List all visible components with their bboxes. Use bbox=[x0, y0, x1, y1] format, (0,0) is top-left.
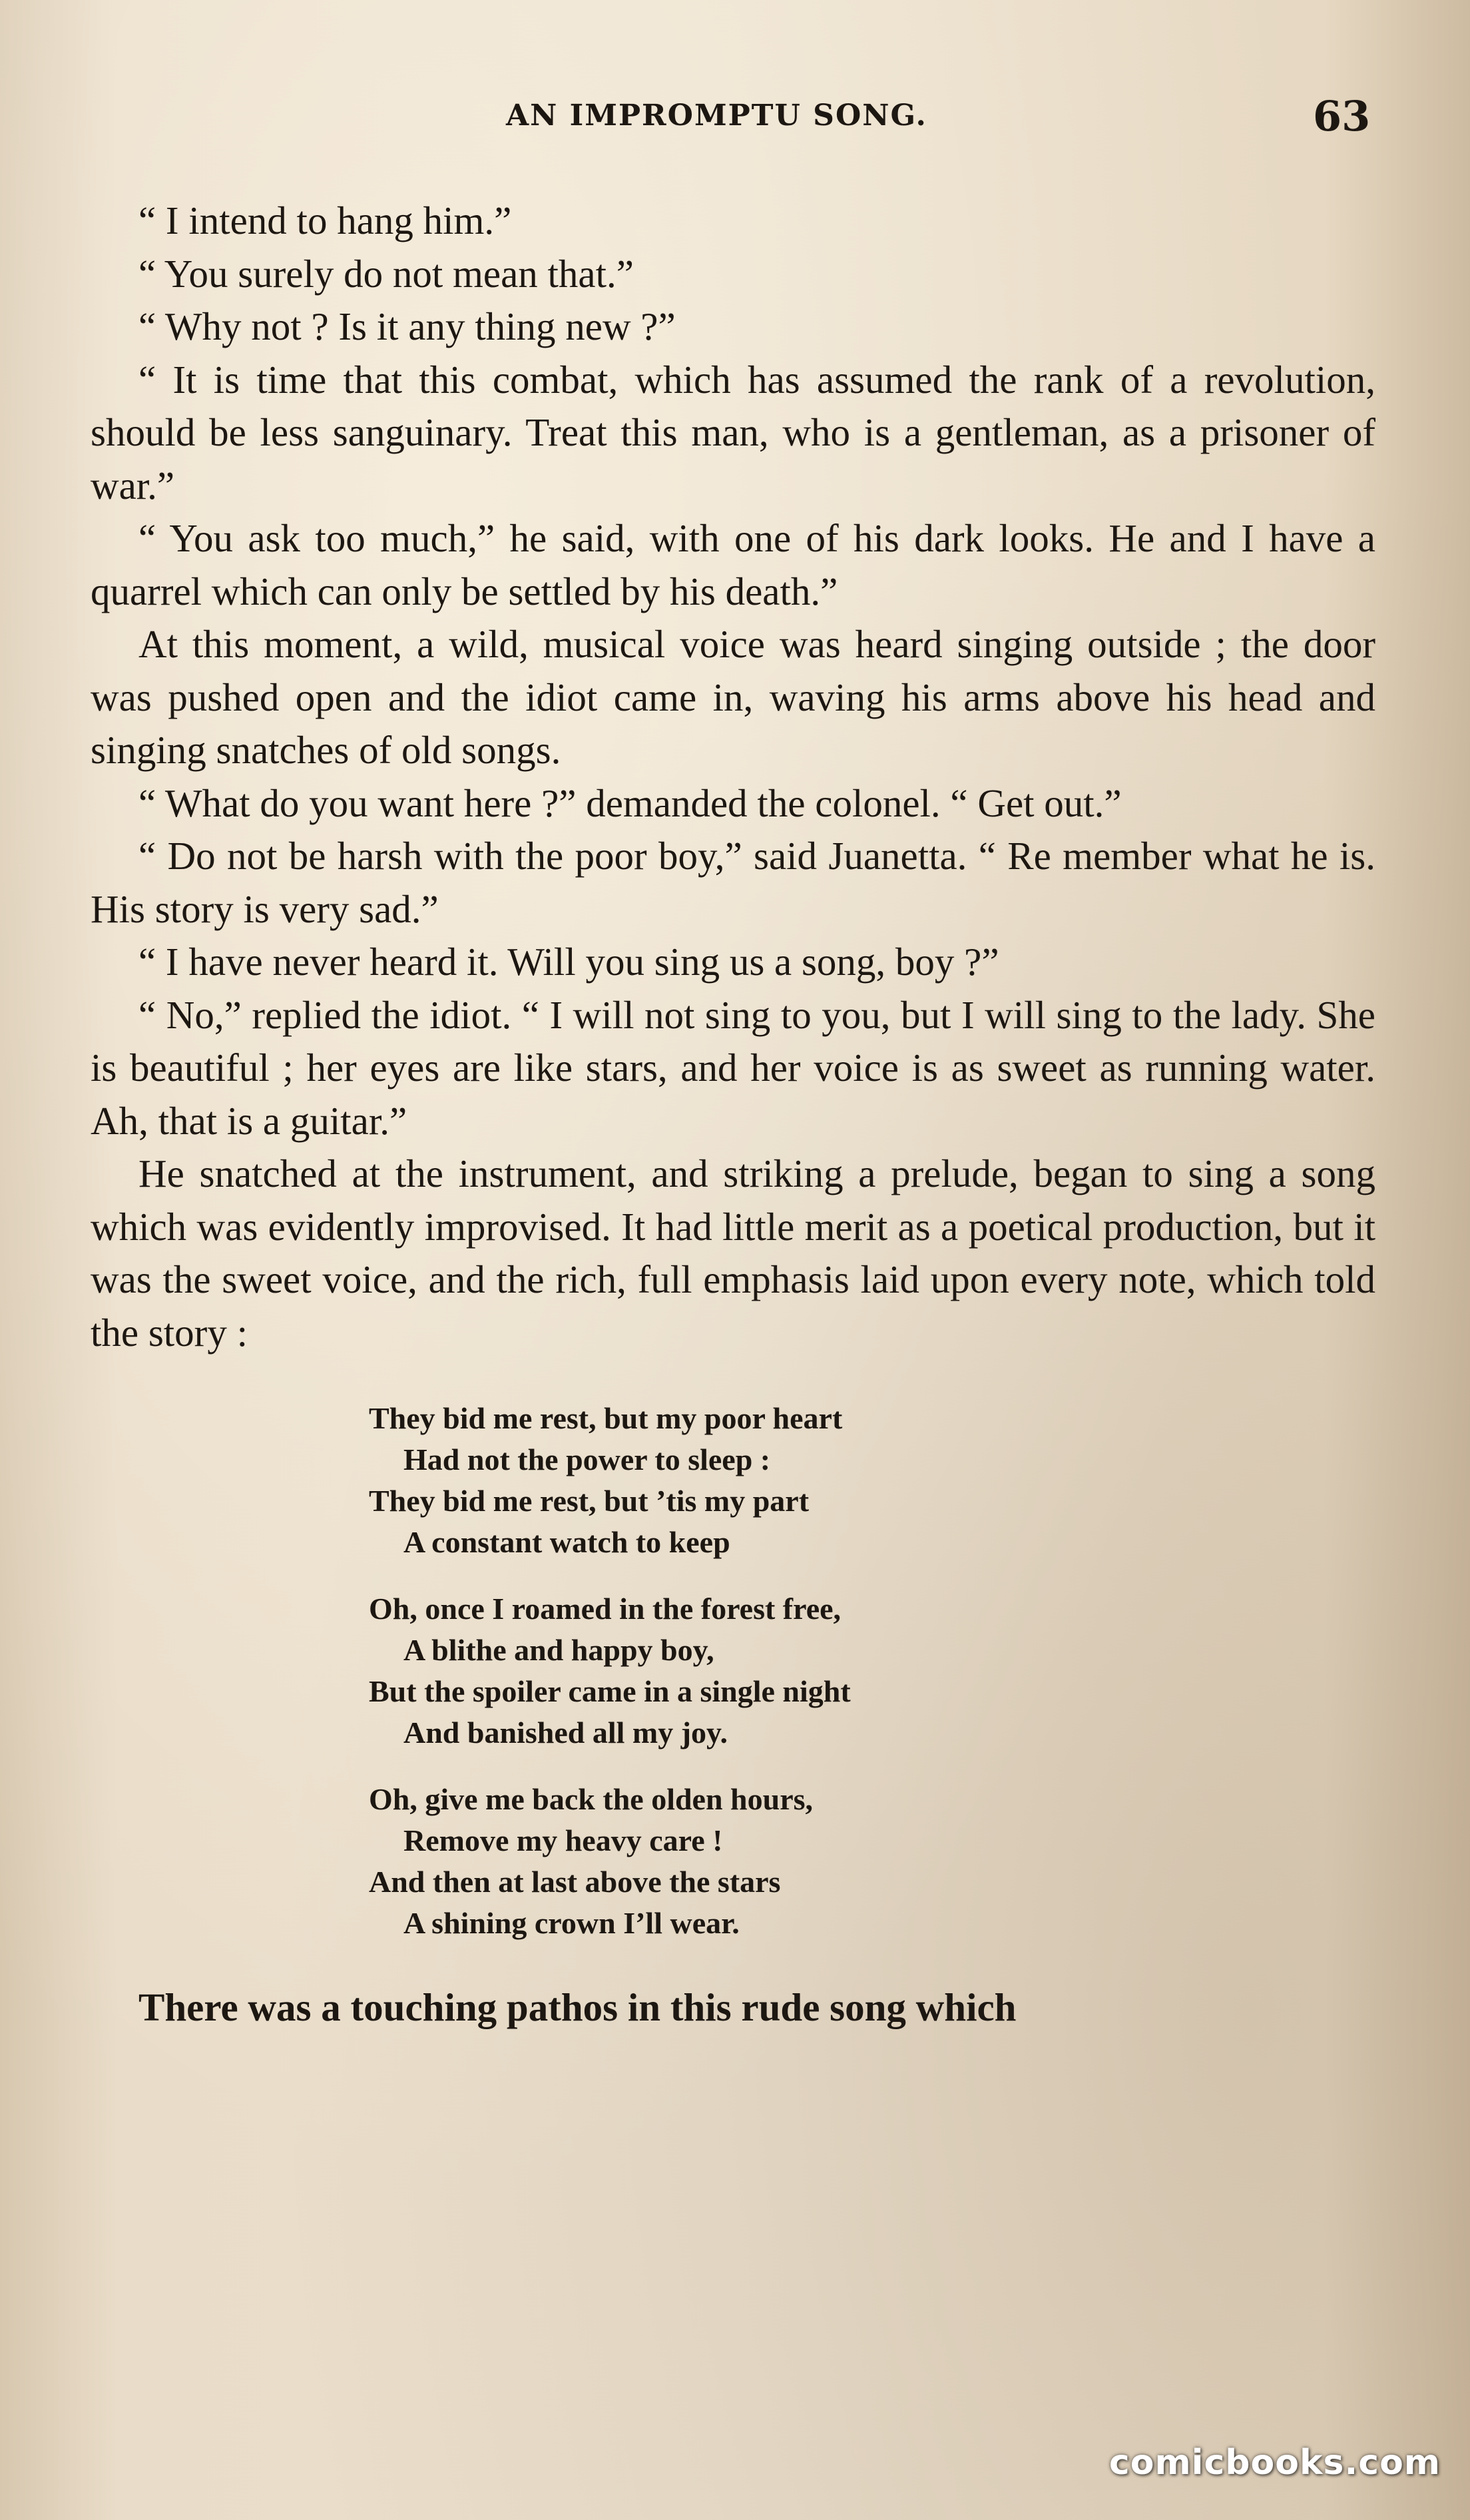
stanza bbox=[369, 1779, 1375, 1944]
verse-line: They bid me rest, but my poor heart bbox=[369, 1401, 843, 1435]
site-watermark: comicbooks.com bbox=[1108, 2443, 1441, 2483]
closing-paragraph: There was a touching pathos in this rude song which bbox=[138, 1985, 1017, 2029]
verse-line: But the spoiler came in a single night bbox=[369, 1674, 851, 1708]
paragraph: “ I intend to hang him.” bbox=[138, 198, 512, 242]
paragraph: “ What do you want here ?” demanded the colonel. “ Get out.” bbox=[138, 781, 1122, 825]
running-head: AN IMPROMPTU SONG. bbox=[506, 99, 927, 133]
page-number: 63 bbox=[1313, 92, 1371, 141]
verse-line: And banished all my joy. bbox=[403, 1716, 728, 1749]
paragraph: At this moment, a wild, musical voice was heard singing outside ; the door was pushed open and the idiot came in, waving his arms above his head and singing snatches of old songs. bbox=[91, 622, 1375, 772]
verse-line: And then at last above the stars bbox=[369, 1865, 781, 1899]
paragraph: “ You surely do not mean that.” bbox=[138, 251, 634, 296]
paragraph: “ Why not ? Is it any thing new ?” bbox=[138, 304, 676, 348]
paragraph: “ No,” replied the idiot. “ I will not sing to you, but I will sing to the lady. She is beautiful ; her eyes are like stars, and her voice is as sweet as running water. Ah, that is a guitar.” bbox=[91, 992, 1375, 1143]
verse-line: A constant watch to keep bbox=[403, 1525, 730, 1559]
verse-line: Remove my heavy care ! bbox=[403, 1823, 723, 1857]
paragraph: “ Do not be harsh with the poor boy,” said Juanetta. “ Re member what he is. His story is very sad.” bbox=[91, 834, 1375, 931]
paragraph: “ I have never heard it. Will you sing us a song, boy ?” bbox=[138, 940, 999, 984]
paragraph: “ You ask too much,” he said, with one of his dark looks. He and I have a quarrel which can only be settled by his death.” bbox=[91, 516, 1375, 613]
verse-line: They bid me rest, but ’tis my part bbox=[369, 1484, 810, 1518]
verse-line: A blithe and happy boy, bbox=[403, 1633, 714, 1667]
verse-line: A shining crown I’ll wear. bbox=[403, 1906, 740, 1940]
verse-line: Had not the power to sleep : bbox=[403, 1442, 771, 1476]
body-text bbox=[91, 194, 1375, 2035]
page-header bbox=[0, 92, 1470, 145]
song-verse bbox=[91, 1398, 1375, 1944]
paragraph: “ It is time that this combat, which has assumed the rank of a revolution, should be less sanguinary. Treat this man, who is a gentleman, as a prisoner of war.” bbox=[91, 357, 1375, 507]
stanza bbox=[369, 1398, 1375, 1563]
paragraph: He snatched at the instrument, and striking a prelude, began to sing a song which was evidently improvised. It had little merit as a poetical production, but it was the sweet voice, and the rich, full emphasis laid upon every note, which told the story : bbox=[91, 1151, 1375, 1355]
verse-line: Oh, once I roamed in the forest free, bbox=[369, 1592, 842, 1626]
stanza bbox=[369, 1588, 1375, 1753]
verse-line: Oh, give me back the olden hours, bbox=[369, 1782, 814, 1816]
